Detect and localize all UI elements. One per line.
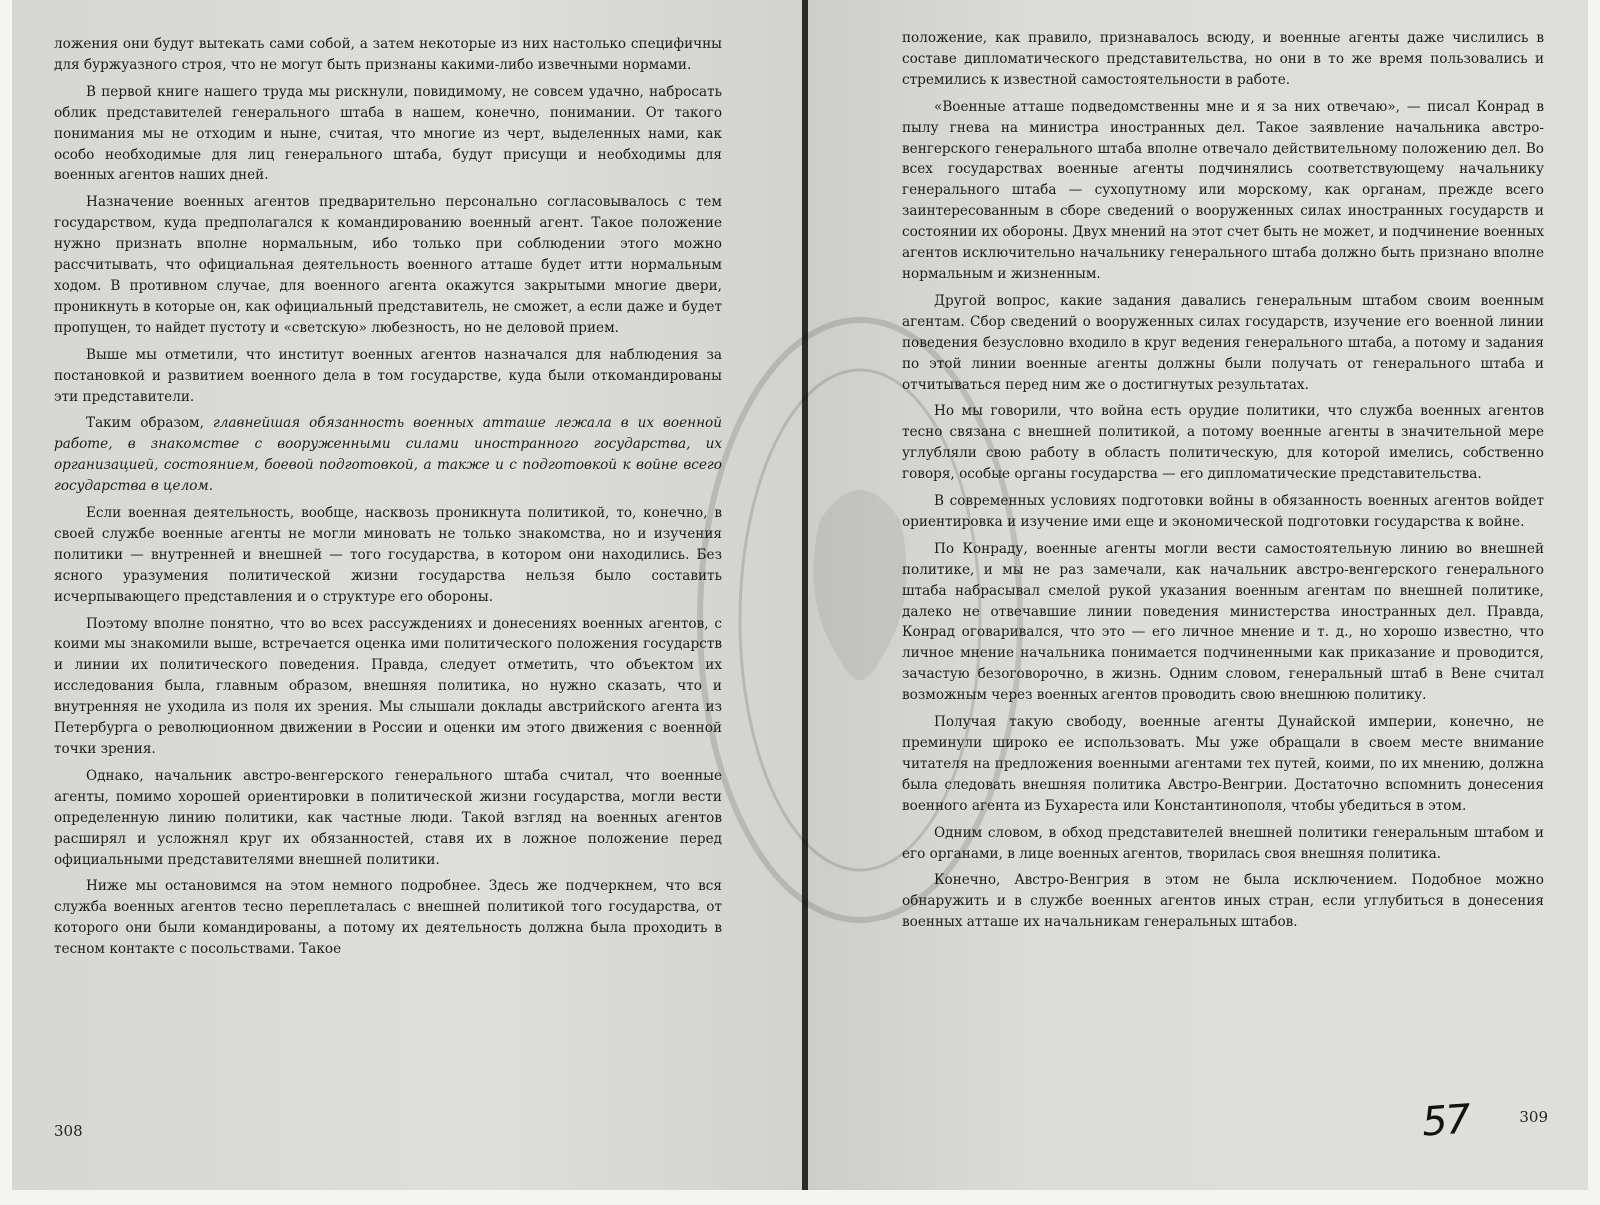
- page-number: 309: [1519, 1108, 1548, 1126]
- paragraph: Конечно, Австро-Венгрия в этом не была исключением. Подобное можно обнаружить и в службе военных агентов иных стран, если углубиться в донесения военных атташе их начальникам генеральных штабов.: [902, 872, 1544, 931]
- paragraph: Если военная деятельность, вообще, насквозь проникнута политикой, то, конечно, в своей службе военные агенты не могли миновать не только знакомства, но и изучения политики — внутренней и внешней — того государства, в котором они находились. Без ясного уразумения политической жизни государства нельзя было составить исчерпывающего представления и о структуре его обороны.: [54, 505, 722, 605]
- paragraph-emphasis: [54, 413, 722, 497]
- paragraph: Получая такую свободу, военные агенты Дунайской империи, конечно, не преминули широко ее использовать. Мы уже обращали в своем месте внимание читателя на предложения военными агентами тех путей, коими, по их мнению, должна была следовать внешняя политика Австро-Венгрии. Достаточно вспомнить донесения военного агента из Бухареста или Константинополя, чтобы убедиться в этом.: [902, 714, 1544, 814]
- right-page-text: [902, 28, 1544, 933]
- right-page: [808, 0, 1588, 1190]
- paragraph: «Военные атташе подведомственны мне и я за них отвечаю», — писал Конрад в пылу гнева на министра иностранных дел. Такое заявление начальника австро-венгерского генерального штаба вполне отвечало действительному положению дел. Во всех государствах военные агенты подчинялись соответствующему начальнику генерального штаба — сухопутному или морскому, как органам, прежде всего заинтересованным в сборе сведений о вооруженных силах иностранных государств и состоянии их обороны. Двух мнений на этот счет быть не может, и подчинение военных агентов исключительно начальнику генерального штаба должно быть признано вполне нормальным и жизненным.: [902, 98, 1544, 282]
- left-page: [12, 0, 802, 1190]
- paragraph: Поэтому вполне понятно, что во всех рассуждениях и донесениях военных агентов, с коими мы знакомили выше, встречается оценка ими политического положения государств и линии их политического поведения. Правда, следует отметить, что объектом их исследования была, главным образом, внешняя политика, но нужно сказать, что и внутренняя не уходила из поля их зрения. Мы слышали доклады австрийского агента из Петербурга о революционном движении в России и оценки им этого движения с военной точки зрения.: [54, 615, 722, 757]
- emphasized-text: главнейшая обязанность военных атташе лежала в их военной работе, в знакомстве с вооруженными силами иностранного государства, их организацией, состоянием, боевой подготовкой, а также и с подготовкой к войне всего государства в целом.: [54, 415, 722, 495]
- paragraph: положение, как правило, признавалось всюду, и военные агенты даже числились в составе дипломатического представительства, но они в то же время пользовались и стремились к известной самостоятельности в работе.: [902, 30, 1544, 88]
- paragraph: Ниже мы остановимся на этом немного подробнее. Здесь же подчеркнем, что вся служба военных агентов тесно переплеталась с внешней политикой того государства, от которого они были командированы, а потому их деятельность должна была проходить в тесном контакте с посольствами. Такое: [54, 878, 722, 958]
- paragraph: Выше мы отметили, что институт военных агентов назначался для наблюдения за постановкой и развитием военного дела в том государстве, куда были откомандированы эти представители.: [54, 346, 722, 405]
- paragraph: ложения они будут вытекать сами собой, а затем некоторые из них настолько специфичны для буржуазного строя, что не могут быть признаны какими-либо извечными нормами.: [54, 36, 722, 73]
- page-number: 308: [54, 1122, 83, 1140]
- paragraph: Назначение военных агентов предварительно персонально согласовывалось с тем государством, куда предполагался к командированию военный агент. Такое положение нужно признать вполне нормальным, ибо только при соблюдении этого можно рассчитывать, что официальная деятельность военного атташе будет итти нормальным ходом. В противном случае, для военного агента окажутся закрытыми многие двери, проникнуть в которые он, как официальный представитель, не сможет, а если даже и будет пропущен, то найдет пустоту и «светскую» любезность, но не деловой прием.: [54, 194, 722, 336]
- handwritten-number: 57: [1420, 1096, 1471, 1146]
- paragraph: В первой книге нашего труда мы рискнули, повидимому, не совсем удачно, набросать облик представителей генерального штаба в нашем, конечно, понимании. От такого понимания мы не отходим и ныне, считая, что многие из черт, выделенных нами, как особо необходимые для лиц генерального штаба, будут присущи и необходимы для военных агентов наших дней.: [54, 83, 722, 184]
- paragraph: Однако, начальник австро-венгерского генерального штаба считал, что военные агенты, помимо хорошей ориентировки в политической жизни государства, могли вести определенную линию политики, как частные люди. Такой взгляд на военных агентов расширял и усложнял круг их обязанностей, ставя их в ложное положение перед официальными представителями внешней политики.: [54, 767, 722, 868]
- paragraph: Но мы говорили, что война есть орудие политики, что служба военных агентов тесно связана с внешней политикой, а потому военные агенты в значительной мере углубляли свою работу в область политическую, для которой имелись, собственно говоря, особые органы государства — его дипломатические представительства.: [902, 403, 1544, 483]
- paragraph: По Конраду, военные агенты могли вести самостоятельную линию во внешней политике, и мы не раз замечали, как начальник австро-венгерского генерального штаба набрасывал смелой рукой указания военным агентам по внешней политике, далеко не отвечавшие линии поведения министерства иностранных дел. Правда, Конрад оговаривался, что это — его личное мнение и т. д., но хорошо известно, что личное мнение начальника понимается подчиненными как приказание и проводится, зачастую безоговорочно, в жизнь. Одним словом, генеральный штаб в Вене считал возможным через военных агентов проводить свою внешнюю политику.: [902, 540, 1544, 704]
- paragraph: Другой вопрос, какие задания давались генеральным штабом своим военным агентам. Сбор сведений о вооруженных силах государств, изучение его военной линии поведения безусловно входило в круг ведения генерального штаба, а потому и задания по этой линии военные агенты должны были получать от генерального штаба и отчитываться перед ним же о достигнутых результатах.: [902, 292, 1544, 393]
- left-page-text: [54, 34, 722, 960]
- paragraph: В современных условиях подготовки войны в обязанность военных агентов войдет ориентировка и изучение ими еще и экономической подготовки государства к войне.: [902, 493, 1544, 530]
- paragraph: Одним словом, в обход представителей внешней политики генеральным штабом и его органами, в лице военных агентов, творилась своя внешняя политика.: [902, 824, 1544, 862]
- paragraph-lead: Таким образом,: [86, 415, 213, 432]
